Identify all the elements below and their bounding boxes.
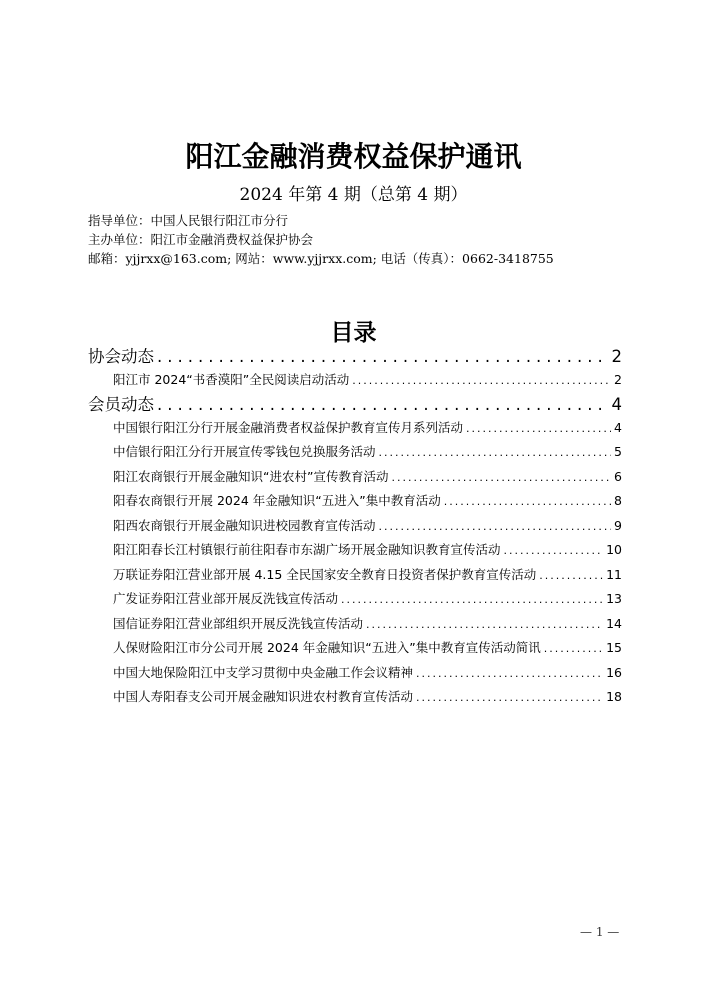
toc-leader-dots [341,588,603,613]
toc-page-number: 2 [614,372,622,387]
toc-entry-label: 阳江市 2024“书香漠阳”全民阅读启动活动 [113,372,350,387]
toc-section-label: 协会动态 [88,347,154,366]
toc-leader-dots [379,441,612,466]
toc-leader-dots [366,613,603,638]
toc-entry[interactable] [88,563,622,588]
toc-leader-dots [416,662,603,687]
toc-entry-label: 广发证券阳江营业部开展反洗钱宣传活动 [113,591,339,606]
toc-entry[interactable] [88,612,622,637]
toc-section[interactable] [88,345,622,368]
toc-page-number: 13 [606,591,622,606]
contact-info: 邮箱：yjjrxx@163.com; 网站：www.yjjrxx.com; 电话（传真）：0662-3418755 [88,251,554,266]
toc-entry-label: 阳西农商银行开展金融知识进校园教育宣传活动 [113,517,376,533]
toc-page-number: 16 [606,664,622,680]
toc-entry-label: 阳江农商银行开展金融知识“进农村”宣传教育活动 [113,468,389,484]
toc-entry[interactable] [88,587,622,612]
toc-page-number: 14 [606,615,622,631]
toc-leader-dots [444,490,611,515]
toc-entry[interactable] [88,465,622,490]
newsletter-title: 阳江金融消费权益保护通讯 [185,140,522,173]
toc-entry-label: 中国大地保险阳江中支学习贯彻中央金融工作会议精神 [113,664,414,680]
toc-entry[interactable] [88,489,622,514]
toc-leader-dots [157,345,609,368]
toc-page-number: 8 [614,493,622,508]
toc-entry-label: 国信证券阳江营业部组织开展反洗钱宣传活动 [113,615,364,631]
toc-leader-dots [539,564,603,589]
toc-entry-label: 中国银行阳江分行开展金融消费者权益保护教育宣传月系列活动 [113,419,464,435]
toc-section-label: 会员动态 [88,394,154,414]
page-number-footer: — 1 — [580,925,620,939]
toc-entry-label: 中国人寿阳春支公司开展金融知识进农村教育宣传活动 [113,689,414,704]
toc-page-number: 5 [614,444,622,459]
toc-leader-dots [379,515,612,540]
toc-leader-dots [391,466,611,491]
toc-page-number: 2 [611,347,622,366]
guidance-unit: 指导单位：中国人民银行阳江市分行 [88,213,289,228]
toc-entry-label: 万联证券阳江营业部开展 4.15 全民国家安全教育日投资者保护教育宣传活动 [113,566,537,582]
toc-leader-dots [504,539,604,564]
toc-page-number: 10 [606,542,622,557]
toc-entry[interactable] [88,368,622,393]
toc-leader-dots [416,686,603,711]
host-unit: 主办单位：阳江市金融消费权益保护协会 [88,232,314,247]
toc-page-number: 4 [611,394,622,414]
toc-entry-label: 阳江阳春长江村镇银行前往阳春市东湖广场开展金融知识教育宣传活动 [113,542,501,557]
toc-leader-dots [157,393,609,416]
toc-entry-label: 阳春农商银行开展 2024 年金融知识“五进入”集中教育活动 [113,493,441,508]
toc-entry[interactable] [88,661,622,686]
toc-entry-label: 人保财险阳江市分公司开展 2024 年金融知识“五进入”集中教育宣传活动简讯 [113,640,541,655]
toc-page-number: 9 [614,517,622,533]
toc-entry[interactable] [88,538,622,563]
toc-entry[interactable] [88,416,622,441]
toc-entry[interactable] [88,685,622,710]
toc-page-number: 18 [606,689,622,704]
toc-leader-dots [544,637,603,662]
toc-leader-dots [352,369,611,394]
toc-page-number: 4 [614,419,622,435]
toc-entry-label: 中信银行阳江分行开展宣传零钱包兑换服务活动 [113,444,376,459]
issue-number: 2024 年第 4 期（总第 4 期） [239,185,468,205]
toc-page-number: 6 [614,468,622,484]
toc-leader-dots [466,417,611,442]
toc-page-number: 11 [606,566,622,582]
toc-section[interactable] [88,393,622,416]
toc-page-number: 15 [606,640,622,655]
toc-entry[interactable] [88,514,622,539]
toc-heading: 目录 [330,320,377,346]
toc-entry[interactable] [88,440,622,465]
toc-entry[interactable] [88,636,622,661]
table-of-contents [88,345,622,710]
